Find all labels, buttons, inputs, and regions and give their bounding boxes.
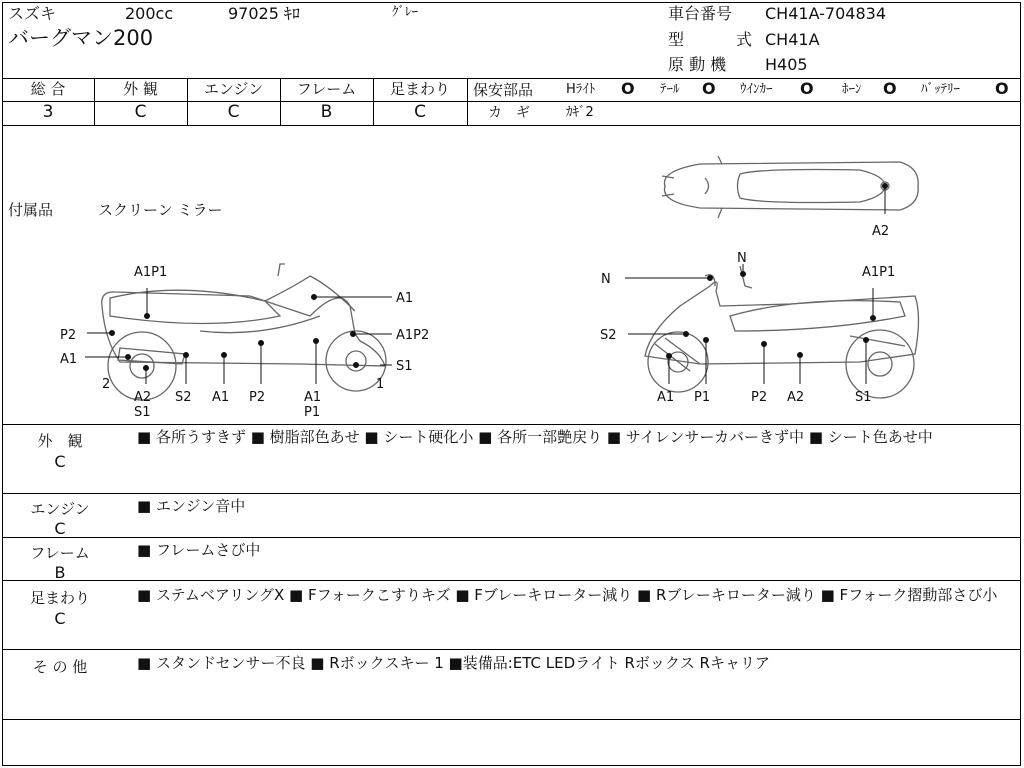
maker: スズキ [8,4,57,23]
grade-exterior: C [134,102,147,122]
key-value: ｶｷﾞ2 [566,105,594,120]
label-l-p2: P2 [60,328,77,343]
label-l-s2: S2 [175,390,192,405]
leader-lines [85,184,888,385]
label-top-a2: A2 [872,224,890,239]
label-r-p2: P2 [751,390,768,405]
grade-overall: 3 [42,102,54,122]
label-r-n: N [601,272,611,287]
safety-horn-mark: O [883,79,897,98]
section-frame-text: ■ フレームさび中 [137,541,261,559]
label-l-s1b: S1 [134,405,151,420]
remarks-divider [2,580,1021,581]
safety-battery: ﾊﾞｯﾃﾘｰ [921,82,960,97]
label-l-a1d: A1 [304,390,322,405]
safety-horn: ﾎｰﾝ [842,82,862,97]
grade-header-overall: 総 合 [30,80,66,98]
scooter-diagram [0,126,1024,424]
section-exterior-grade: C [54,452,66,471]
label-r-s1: S1 [855,390,872,405]
section-other-label: そ の 他 [32,658,88,676]
grade-header-suspension: 足まわり [389,80,450,98]
displacement: 200cc [125,4,174,23]
header-divider [2,78,1021,79]
key-label: カ ギ [488,105,530,121]
label-l-1: 1 [376,377,385,392]
safety-label: 保安部品 [473,81,534,99]
scooter-left-side-view [102,264,386,400]
mileage: 97025 ｷﾛ [228,4,300,23]
label-l-a1p1: A1P1 [134,265,168,280]
section-suspension-text: ■ ステムベアリングX ■ Fフォークこすりキズ ■ Fブレーキローター減り ■ Rブレーキローター減り ■ Fフォーク摺動部さび小 [137,586,998,604]
label-r-n-top: N [737,251,747,266]
remarks-divider [2,537,1021,538]
type-value: CH41A [765,30,820,49]
safety-winker-mark: O [800,79,814,98]
safety-headlight: Hﾗｲﾄ [566,82,596,97]
section-engine-grade: C [54,519,66,538]
remarks-divider [2,649,1021,650]
safety-headlight-mark: O [621,79,635,98]
section-suspension-grade: C [54,609,66,628]
grade-frame: B [320,102,333,122]
engine-value: H405 [765,55,808,74]
engine-label: 原 動 機 [668,55,727,74]
safety-battery-mark: O [995,79,1009,98]
label-l-p2b: P2 [249,390,266,405]
section-exterior-text: ■ 各所うすきず ■ 樹脂部色あせ ■ シート硬化小 ■ 各所一部艶戻り ■ サイレンサーカバーきず中 ■ シート色あせ中 [137,428,933,446]
label-l-a2: A2 [134,390,152,405]
section-frame-label: フレーム [30,544,90,562]
label-l-p1: P1 [304,405,321,420]
grade-header-frame: フレーム [296,80,357,98]
label-l-a1: A1 [396,291,414,306]
type-label-1: 型 [668,30,685,49]
grade-header-exterior: 外 観 [123,80,158,98]
remarks-top-divider [2,424,1021,425]
section-frame-grade: B [54,563,66,582]
label-r-p1: P1 [694,390,711,405]
label-r-a2: A2 [787,390,805,405]
frame-no-label: 車台番号 [668,4,733,23]
label-r-s2: S2 [600,328,617,343]
label-r-a1: A1 [657,390,675,405]
label-l-a1p2: A1P2 [396,328,430,343]
section-suspension-label: 足まわり [29,589,90,607]
grade-col-sep [467,78,468,125]
safety-divider [467,101,1021,102]
grade-header-engine: エンジン [203,80,264,98]
section-other-text: ■ スタンドセンサー不良 ■ Rボックスキー 1 ■装備品:ETC LEDライト Rボックス Rキャリア [137,654,770,672]
remarks-divider [2,719,1021,720]
type-label-2: 式 [736,30,753,49]
frame-no: CH41A-704834 [765,4,887,23]
grade-suspension: C [414,102,426,122]
label-r-a1p1: A1P1 [862,265,896,280]
model-name: バーグマン200 [8,26,154,50]
accessories-label: 付属品 [8,201,54,219]
safety-winker: ｳｲﾝｶｰ [740,82,773,97]
section-exterior-label: 外 観 [37,432,83,450]
color: ｸﾞﾚｰ [392,5,418,20]
label-l-a1c: A1 [212,390,230,405]
safety-taillight-mark: O [702,79,716,98]
safety-taillight: ﾃｰﾙ [660,82,680,97]
grade-engine: C [227,102,240,122]
section-engine-text: ■ エンジン音中 [137,497,246,515]
section-engine-label: エンジン [30,500,90,518]
label-l-a1b: A1 [60,352,78,367]
label-l-s1: S1 [396,359,413,374]
scooter-top-view [662,156,918,218]
label-l-2: 2 [102,377,111,392]
remarks-divider [2,493,1021,494]
accessories-value: スクリーン ミラー [98,201,223,219]
